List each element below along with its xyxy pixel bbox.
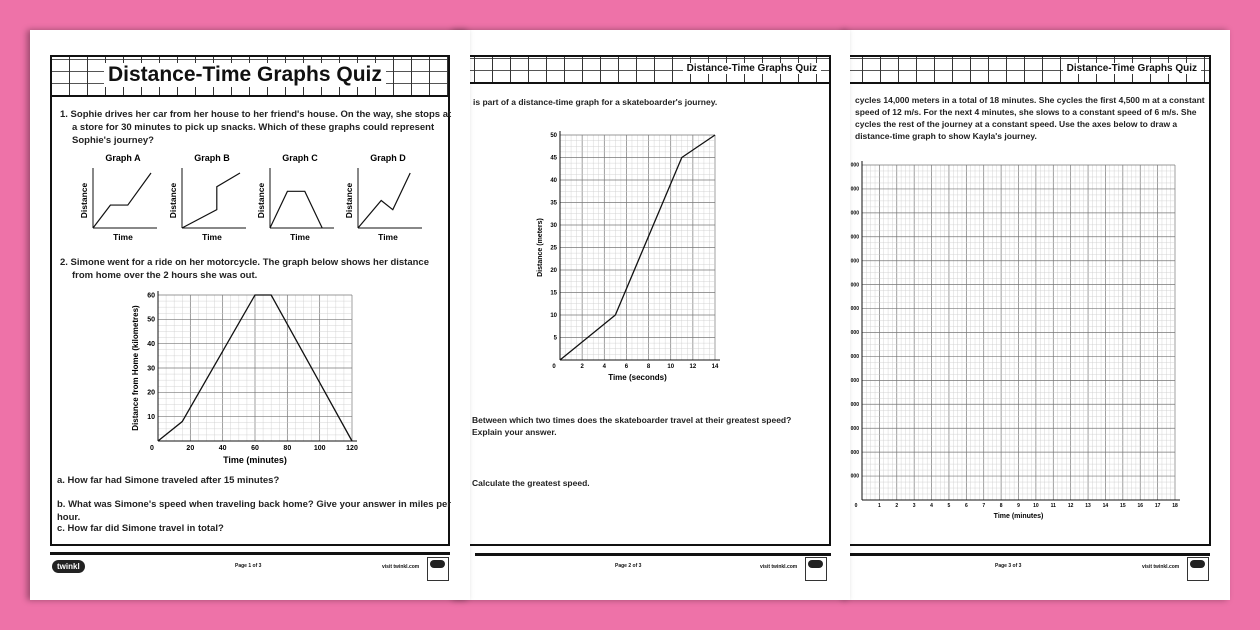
question-a: Between which two times does the skateboarder travel at their greatest speed? Explain your answer. bbox=[472, 415, 792, 437]
y-axis-label: Distance bbox=[344, 182, 354, 219]
question-intro: is part of a distance-time graph for a skateboarder's journey. bbox=[473, 97, 718, 107]
x-tick-label: 8 bbox=[999, 503, 1003, 509]
y-tick-label: 000 bbox=[850, 162, 859, 169]
y-tick-label: 5 bbox=[553, 335, 557, 342]
twinkl-link[interactable]: visit twinkl.com bbox=[760, 564, 798, 570]
x-tick-label: 14 bbox=[711, 364, 719, 370]
question-2b: b. What was Simone's speed when traveling back home? Give your answer in miles per hour. bbox=[57, 499, 451, 523]
x-tick-label: 11 bbox=[1050, 503, 1056, 509]
question-text: cycles 14,000 meters in a total of 18 minutes. She cycles the first 4,500 m at a constant speed of 12 m/s. For the next 4 minutes, she slows to a constant speed of 6 m/s. She cycles the rest of the journey at a constant speed. Use the axes below to draw a distance-time graph to show Kayla's journey. bbox=[855, 95, 1205, 141]
page-number: Page 1 of 3 bbox=[235, 563, 262, 569]
y-tick-label: 000 bbox=[850, 354, 859, 361]
y-tick-label: 000 bbox=[850, 401, 859, 408]
graph-title: Graph B bbox=[194, 153, 230, 163]
y-axis-label: Distance bbox=[79, 182, 89, 219]
y-tick-label: 60 bbox=[147, 292, 155, 300]
worksheet-page-1 bbox=[30, 30, 470, 600]
question-2c: c. How far did Simone travel in total? bbox=[57, 523, 224, 534]
twinkl-link[interactable]: visit twinkl.com bbox=[382, 564, 420, 570]
x-tick-label: 100 bbox=[313, 445, 326, 452]
y-tick-label: 10 bbox=[550, 313, 557, 319]
x-axis-label: Time bbox=[378, 232, 398, 242]
x-tick-label: 0 bbox=[552, 364, 556, 370]
y-tick-label: 000 bbox=[850, 449, 859, 456]
y-axis-label: Distance (meters) bbox=[537, 218, 544, 277]
graph-title: Graph D bbox=[370, 153, 406, 163]
x-tick-label: 6 bbox=[964, 503, 968, 509]
x-tick-label: 60 bbox=[251, 445, 259, 452]
y-tick-label: 20 bbox=[147, 389, 155, 397]
x-axis-label: Time bbox=[202, 232, 222, 242]
x-tick-label: 2 bbox=[895, 503, 899, 509]
y-tick-label: 50 bbox=[147, 316, 155, 324]
x-tick-label: 1 bbox=[877, 503, 881, 509]
x-tick-label: 4 bbox=[930, 503, 933, 509]
x-tick-label: 0 bbox=[150, 445, 154, 452]
page-number: Page 3 of 3 bbox=[995, 563, 1022, 569]
y-tick-label: 35 bbox=[550, 200, 557, 207]
y-tick-label: 25 bbox=[550, 245, 557, 252]
x-tick-label: 17 bbox=[1154, 503, 1161, 509]
y-tick-label: 10 bbox=[147, 414, 155, 421]
x-tick-label: 40 bbox=[218, 445, 227, 452]
y-tick-label: 50 bbox=[550, 133, 557, 139]
header-title: Distance-Time Graphs Quiz bbox=[1063, 63, 1201, 74]
x-tick-label: 10 bbox=[1033, 503, 1039, 509]
x-tick-label: 10 bbox=[667, 364, 675, 370]
y-tick-label: 40 bbox=[147, 341, 155, 348]
y-tick-label: 000 bbox=[850, 234, 859, 241]
x-tick-label: 20 bbox=[186, 445, 195, 452]
x-tick-label: 80 bbox=[283, 445, 292, 452]
page-title: Distance-Time Graphs Quiz bbox=[104, 63, 386, 87]
footer-divider bbox=[475, 553, 831, 556]
x-tick-label: 8 bbox=[646, 364, 651, 370]
y-tick-label: 000 bbox=[850, 306, 859, 313]
x-tick-label: 13 bbox=[1085, 503, 1091, 509]
y-tick-label: 30 bbox=[550, 223, 557, 229]
x-tick-label: 7 bbox=[982, 503, 986, 509]
worksheet-page-2 bbox=[455, 30, 850, 600]
x-tick-label: 18 bbox=[1172, 503, 1178, 509]
y-tick-label: 000 bbox=[850, 258, 859, 265]
twinkl-badge-icon bbox=[1187, 557, 1209, 581]
x-axis-label: Time bbox=[290, 232, 310, 242]
y-tick-label: 000 bbox=[850, 378, 859, 385]
x-tick-label: 12 bbox=[689, 364, 697, 370]
question-1: 1. Sophie drives her car from her house to her friend's house. On the way, she stops at a store for 30 minutes to pick up snacks. Which of these graphs could represent Sophie's journey? bbox=[60, 109, 452, 146]
y-axis-label: Distance from Home (kilometres) bbox=[131, 305, 140, 431]
y-tick-label: 000 bbox=[850, 425, 859, 432]
graph-title: Graph C bbox=[282, 153, 318, 163]
blank-distance-time-axes bbox=[845, 30, 1230, 600]
y-tick-label: 000 bbox=[850, 330, 859, 337]
graph-title: Graph A bbox=[105, 153, 141, 163]
twinkl-badge-icon bbox=[805, 557, 827, 581]
x-axis-label: Time (seconds) bbox=[608, 373, 667, 382]
x-axis-label: Time bbox=[113, 232, 133, 242]
y-tick-label: 45 bbox=[550, 155, 557, 162]
x-axis-label: Time (minutes) bbox=[223, 455, 287, 465]
twinkl-badge-icon bbox=[427, 557, 449, 581]
y-tick-label: 000 bbox=[850, 282, 859, 289]
x-tick-label: 120 bbox=[346, 445, 358, 452]
y-tick-label: 15 bbox=[550, 290, 557, 297]
x-tick-label: 9 bbox=[1017, 503, 1020, 509]
x-tick-label: 4 bbox=[602, 364, 606, 370]
y-tick-label: 000 bbox=[850, 473, 859, 480]
x-tick-label: 0 bbox=[854, 503, 858, 509]
y-tick-label: 40 bbox=[550, 178, 557, 184]
footer-divider bbox=[845, 553, 1210, 556]
y-tick-label: 30 bbox=[147, 365, 155, 373]
x-tick-label: 16 bbox=[1137, 503, 1144, 509]
x-tick-label: 12 bbox=[1067, 503, 1074, 509]
skateboarder-graph bbox=[455, 30, 850, 600]
x-tick-label: 3 bbox=[912, 503, 916, 509]
question-2a: a. How far had Simone traveled after 15 minutes? bbox=[57, 475, 280, 486]
y-tick-label: 20 bbox=[550, 268, 557, 274]
x-axis-label: Time (minutes) bbox=[993, 513, 1044, 520]
x-tick-label: 2 bbox=[580, 364, 584, 370]
twinkl-logo: twinkl bbox=[52, 560, 85, 573]
footer-divider bbox=[50, 552, 450, 555]
x-tick-label: 15 bbox=[1120, 503, 1126, 509]
y-tick-label: 000 bbox=[850, 210, 859, 217]
x-tick-label: 14 bbox=[1102, 503, 1109, 509]
question-b: Calculate the greatest speed. bbox=[472, 478, 590, 488]
x-tick-label: 5 bbox=[947, 503, 951, 509]
header-title: Distance-Time Graphs Quiz bbox=[683, 63, 821, 74]
y-axis-label: Distance bbox=[168, 182, 178, 219]
page-number: Page 2 of 3 bbox=[615, 563, 642, 569]
y-axis-label: Distance bbox=[256, 182, 266, 219]
y-tick-label: 000 bbox=[850, 186, 859, 193]
question-2: 2. Simone went for a ride on her motorcycle. The graph below shows her distance from home over the 2 hours she was out. bbox=[60, 257, 429, 281]
twinkl-link[interactable]: visit twinkl.com bbox=[1142, 564, 1180, 570]
worksheet-page-3 bbox=[845, 30, 1230, 600]
x-tick-label: 6 bbox=[624, 364, 629, 370]
